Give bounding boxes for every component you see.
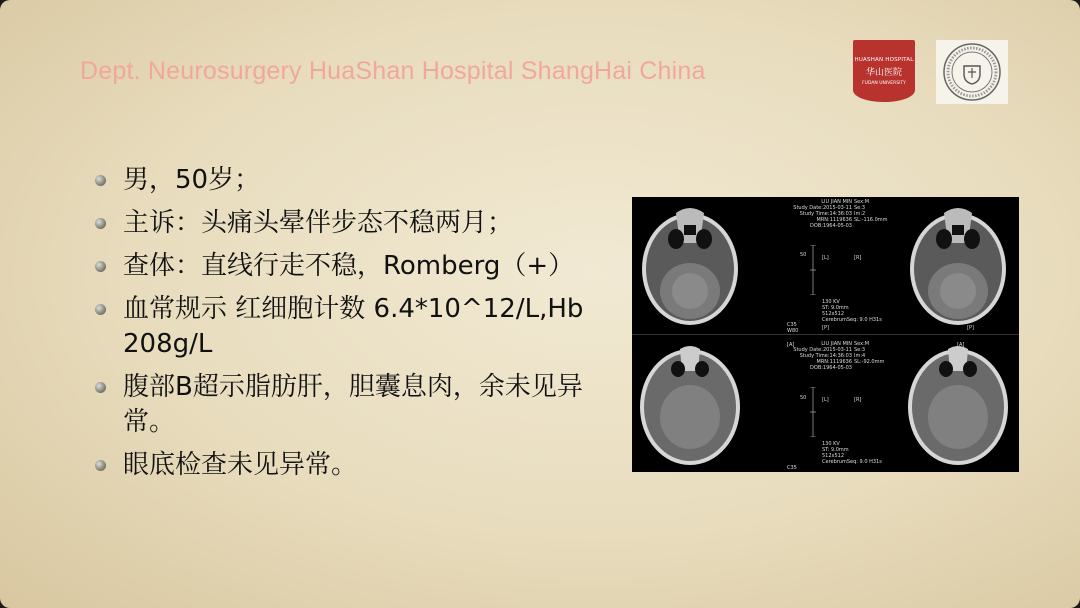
ct-scan-image bbox=[632, 197, 1019, 472]
scan-scale-label: 50 bbox=[800, 252, 807, 258]
bullet-dot-icon bbox=[95, 304, 106, 315]
scan-marker-P: [P] bbox=[822, 325, 829, 331]
scale-ruler-icon bbox=[810, 245, 816, 295]
ct-slice-bottom-right bbox=[904, 339, 1012, 469]
scan-marker-L: [L] bbox=[822, 255, 829, 261]
fudan-university-seal-icon bbox=[936, 40, 1008, 104]
scan-marker-P2: [P] bbox=[967, 325, 974, 331]
scan-marker-R: [R] bbox=[854, 255, 862, 261]
scan-c-label: C35 bbox=[787, 322, 797, 328]
ct-slice-top-left bbox=[636, 199, 744, 329]
list-item: 男，50岁； bbox=[95, 163, 625, 198]
list-item: 查体：直线行走不稳，Romberg（+） bbox=[95, 249, 625, 284]
bullet-list bbox=[95, 163, 625, 491]
list-item: 腹部B超示脂肪肝，胆囊息肉，余未见异常。 bbox=[95, 370, 625, 440]
scan-meta-bottom-right: Sex:M Se:3 Im:4 SL:-92.0mm bbox=[854, 341, 885, 365]
scan-meta-top: LIU JIAN MIN Study Date:2015-03-11 Study Time:14:36:03 MRN:1119636 DOB:1964-05-03 bbox=[793, 199, 852, 229]
bullet-dot-icon bbox=[95, 382, 106, 393]
bullet-dot-icon bbox=[95, 261, 106, 272]
bullet-dot-icon bbox=[95, 175, 106, 186]
list-item: 主诉：头痛头晕伴步态不稳两月； bbox=[95, 206, 625, 241]
scan-marker-A2: [A] bbox=[957, 342, 965, 348]
scan-meta-bottom-bottom: 130 KV ST: 9.0mm 512x512 CerebrumSeq: 9.0 H31s bbox=[822, 441, 882, 465]
scan-marker-A: [A] bbox=[787, 342, 795, 348]
bullet-dot-icon bbox=[95, 460, 106, 471]
huashan-hospital-logo bbox=[853, 40, 915, 102]
scan-marker-R2: [R] bbox=[854, 397, 862, 403]
ct-slice-bottom-left bbox=[636, 339, 744, 469]
list-item: 眼底检查未见异常。 bbox=[95, 448, 625, 483]
logo-line3: FUDAN UNIVERSITY bbox=[862, 80, 906, 86]
scan-divider bbox=[632, 334, 1019, 335]
bullet-dot-icon bbox=[95, 218, 106, 229]
ct-slice-top-right bbox=[904, 199, 1012, 329]
scan-scale-label-2: 50 bbox=[800, 395, 807, 401]
logo-line2: 华山医院 bbox=[865, 67, 902, 78]
list-item: 血常规示 红细胞计数 6.4*10^12/L,Hb 208g/L bbox=[95, 292, 625, 362]
logo-line1: HUASHAN HOSPITAL bbox=[854, 56, 914, 63]
scan-marker-L2: [L] bbox=[822, 397, 829, 403]
scan-w-label: W80 bbox=[787, 328, 799, 334]
scale-ruler-icon-2 bbox=[810, 387, 816, 437]
scan-meta-bottom: LIU JIAN MIN Study Date:2015-03-11 Study Time:14:36:03 MRN:1119636 DOB:1964-05-03 bbox=[793, 341, 852, 371]
scan-meta-top-right: Sex:M Se:3 Im:2 SL:-116.0mm bbox=[854, 199, 888, 223]
scan-meta-top-bottom: 130 KV ST: 9.0mm 512x512 CerebrumSeq: 9.0 H31s bbox=[822, 299, 882, 323]
scan-c-label-2: C35 bbox=[787, 465, 797, 471]
page-title: Dept. Neurosurgery HuaShan Hospital ShangHai China bbox=[80, 57, 706, 85]
